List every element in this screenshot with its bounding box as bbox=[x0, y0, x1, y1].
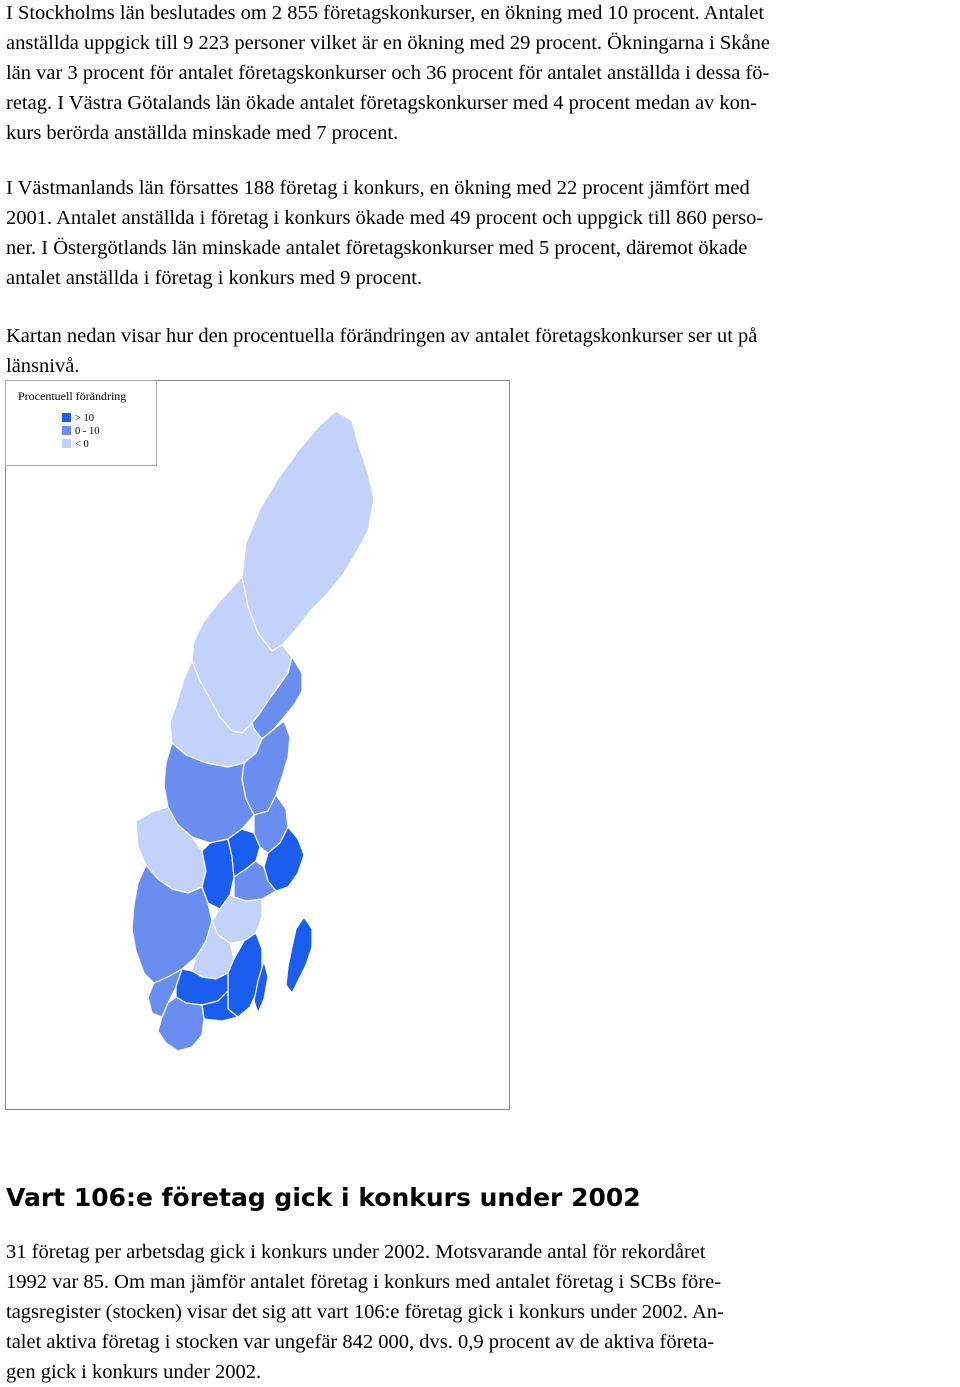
paragraph-3 bbox=[6, 321, 954, 381]
paragraph-1 bbox=[6, 0, 954, 148]
text-line: ner. I Östergötlands län minskade antalet företagskonkurser med 5 procent, däremot ökade bbox=[6, 237, 748, 259]
text-line: tagsregister (stocken) visar det sig att vart 106:e företag gick i konkurs under 2002. An- bbox=[6, 1301, 724, 1323]
text-line: gen gick i konkurs under 2002. bbox=[6, 1361, 262, 1383]
paragraph-2 bbox=[6, 173, 954, 293]
legend-item bbox=[62, 413, 94, 425]
text-line: anställda uppgick till 9 223 personer vilket är en ökning med 29 procent. Ökningarna i Skåne bbox=[6, 32, 771, 54]
legend-label: 0 - 10 bbox=[75, 426, 100, 437]
legend-title: Procentuell förändring bbox=[18, 389, 127, 403]
text-line: I Västmanlands län försattes 188 företag i konkurs, en ökning med 22 procent jämfört med bbox=[6, 177, 750, 199]
section-paragraph bbox=[6, 1237, 954, 1387]
region-norrbotten bbox=[242, 411, 374, 651]
map-drawing bbox=[6, 381, 509, 1109]
text-line: antalet anställda i företag i konkurs med 9 procent. bbox=[6, 267, 423, 289]
text-line: 2001. Antalet anställda i företag i konkurs ökade med 49 procent och uppgick till 860 perso- bbox=[6, 207, 764, 229]
text-line: I Stockholms län beslutades om 2 855 företagskonkurser, en ökning med 10 procent. Antalet bbox=[6, 2, 765, 24]
legend-swatch bbox=[62, 439, 71, 448]
text-line: Kartan nedan visar hur den procentuella förändringen av antalet företagskonkurser ser ut på bbox=[6, 325, 758, 347]
text-line: länsnivå. bbox=[6, 355, 80, 377]
legend-label: > 10 bbox=[75, 413, 95, 424]
region-gotland bbox=[286, 917, 312, 993]
text-line: retag. I Västra Götalands län ökade antalet företagskonkurser med 4 procent medan av kon- bbox=[6, 92, 758, 114]
text-line: talet aktiva företag i stocken var ungefär 842 000, dvs. 0,9 procent av de aktiva företa- bbox=[6, 1331, 715, 1353]
legend-item bbox=[62, 439, 89, 451]
text-line: 1992 var 85. Om man jämför antalet företag i konkurs med antalet företag i SCBs före- bbox=[6, 1271, 722, 1293]
map-legend bbox=[5, 380, 157, 466]
legend-item bbox=[62, 426, 100, 438]
legend-label: < 0 bbox=[75, 439, 89, 450]
text-line: kurs berörda anställda minskade med 7 procent. bbox=[6, 122, 399, 144]
section-heading: Vart 106:e företag gick i konkurs under 2002 bbox=[6, 1183, 641, 1212]
text-line: län var 3 procent för antalet företagskonkurser och 36 procent för antalet anställda i dessa fö- bbox=[6, 62, 770, 84]
legend-swatch bbox=[62, 413, 71, 422]
text-line: 31 företag per arbetsdag gick i konkurs under 2002. Motsvarande antal för rekordåret bbox=[6, 1241, 706, 1263]
legend-swatch bbox=[62, 426, 71, 435]
sweden-county-map bbox=[5, 380, 510, 1110]
